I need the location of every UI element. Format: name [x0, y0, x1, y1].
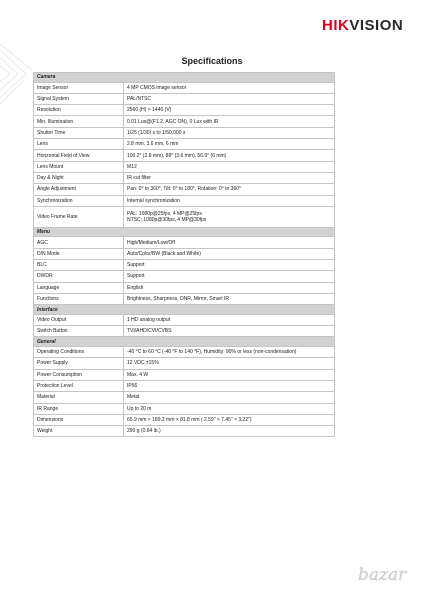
section-header-row: [34, 337, 335, 347]
spec-label: Lens: [34, 139, 124, 150]
bazar-watermark-logo: [358, 556, 418, 592]
spec-row: [34, 314, 335, 325]
spec-value: English: [124, 282, 335, 293]
spec-value: IP66: [124, 380, 335, 391]
spec-label: Protection Level: [34, 380, 124, 391]
spec-label: Synchronization: [34, 195, 124, 206]
spec-value: -40 °C to 60 °C (-40 °F to 140 °F), Humidity: 90% or less (non-condensation): [124, 347, 335, 358]
spec-label: Language: [34, 282, 124, 293]
spec-label: Shutter Time: [34, 127, 124, 138]
spec-value: Metal: [124, 392, 335, 403]
spec-value: 2.8 mm, 3.6 mm, 6 mm: [124, 139, 335, 150]
spec-row: [34, 127, 335, 138]
spec-value: Internal synchronization: [124, 195, 335, 206]
spec-row: [34, 139, 335, 150]
spec-label: Image Sensor: [34, 82, 124, 93]
spec-row: [34, 116, 335, 127]
spec-row: [34, 161, 335, 172]
spec-value: M12: [124, 161, 335, 172]
spec-label: D/N Mode: [34, 248, 124, 259]
spec-value: 2560 (H) × 1440 (V): [124, 105, 335, 116]
spec-value: PAL/NTSC: [124, 93, 335, 104]
spec-row: [34, 347, 335, 358]
spec-row: [34, 195, 335, 206]
spec-row: [34, 271, 335, 282]
spec-row: [34, 392, 335, 403]
spec-value: 4 MP CMOS image sensor: [124, 82, 335, 93]
spec-value: 1 HD analog output: [124, 314, 335, 325]
spec-row: [34, 369, 335, 380]
spec-row: [34, 380, 335, 391]
page-title: Specifications: [181, 56, 243, 66]
spec-label: Power Consumption: [34, 369, 124, 380]
spec-value: High/Medium/Low/Off: [124, 237, 335, 248]
section-header-row: [34, 227, 335, 237]
decorative-lines-graphic: [0, 40, 32, 120]
brand-logo: HIKVISION: [322, 17, 404, 34]
spec-label: AGC: [34, 237, 124, 248]
spec-value: Auto/Color/BW (Black and White): [124, 248, 335, 259]
spec-row: [34, 426, 335, 437]
spec-row: [34, 282, 335, 293]
spec-row: [34, 237, 335, 248]
spec-row: [34, 82, 335, 93]
spec-label: Dimensions: [34, 414, 124, 425]
spec-label: Switch Button: [34, 326, 124, 337]
spec-row: [34, 184, 335, 195]
spec-row: [34, 93, 335, 104]
spec-label: Functions: [34, 293, 124, 304]
section-header-row: [34, 305, 335, 315]
section-title: General: [34, 337, 335, 347]
spec-value: Support: [124, 271, 335, 282]
spec-value: 0.01 Lux@(F1.2, AGC ON), 0 Lux with IR: [124, 116, 335, 127]
spec-label: Material: [34, 392, 124, 403]
spec-value: Up to 20 m: [124, 403, 335, 414]
spec-label: Lens Mount: [34, 161, 124, 172]
section-header-row: [34, 73, 335, 83]
spec-label: Horizontal Field of View: [34, 150, 124, 161]
spec-row: [34, 326, 335, 337]
spec-row: [34, 260, 335, 271]
spec-value: 1/25 (1/30) s to 1/50,000 s: [124, 127, 335, 138]
spec-value: IR cut filter: [124, 172, 335, 183]
section-title: Menu: [34, 227, 335, 237]
spec-value: 100.2° (2.8 mm), 88° (3.6 mm), 56.9° (6 mm): [124, 150, 335, 161]
spec-value: Pan: 0° to 360°, Tilt: 0° to 180°, Rotation: 0° to 360°: [124, 184, 335, 195]
spec-label: Weight: [34, 426, 124, 437]
spec-value: Support: [124, 260, 335, 271]
section-title: Interface: [34, 305, 335, 315]
spec-label: Video Frame Rate: [34, 206, 124, 227]
spec-value: TVI/AHD/CVI/CVBS: [124, 326, 335, 337]
spec-row: [34, 248, 335, 259]
spec-value: PAL: 1080p@25fps, 4 MP@25fps NTSC: 1080p@30fps, 4 MP@30fps: [124, 206, 335, 227]
spec-label: Min. Illumination: [34, 116, 124, 127]
spec-row: [34, 150, 335, 161]
spec-label: Operating Conditions: [34, 347, 124, 358]
spec-value: 12 VDC ±15%: [124, 358, 335, 369]
spec-row: [34, 403, 335, 414]
spec-label: Resolution: [34, 105, 124, 116]
spec-row: [34, 105, 335, 116]
spec-label: IR Range: [34, 403, 124, 414]
svg-text:bazar: bazar: [358, 565, 407, 585]
spec-value: 290 g (0.64 lb.): [124, 426, 335, 437]
spec-row: [34, 414, 335, 425]
spec-label: Angle Adjustment: [34, 184, 124, 195]
spec-value: Max. 4 W: [124, 369, 335, 380]
spec-label: Signal System: [34, 93, 124, 104]
spec-label: Video Output: [34, 314, 124, 325]
spec-value: 65.9 mm × 189.2 mm × 81.8 mm ( 2.59" × 7.45" × 3.22"): [124, 414, 335, 425]
spec-label: Day & Night: [34, 172, 124, 183]
spec-label: BLC: [34, 260, 124, 271]
spec-label: DWDR: [34, 271, 124, 282]
spec-row: [34, 293, 335, 304]
section-title: Camera: [34, 73, 335, 83]
spec-label: Power Supply: [34, 358, 124, 369]
spec-value: Brightness, Sharpness, DNR, Mirror, Smart IR: [124, 293, 335, 304]
spec-row: [34, 172, 335, 183]
spec-row: [34, 358, 335, 369]
specifications-table: [33, 72, 335, 437]
spec-row: [34, 206, 335, 227]
